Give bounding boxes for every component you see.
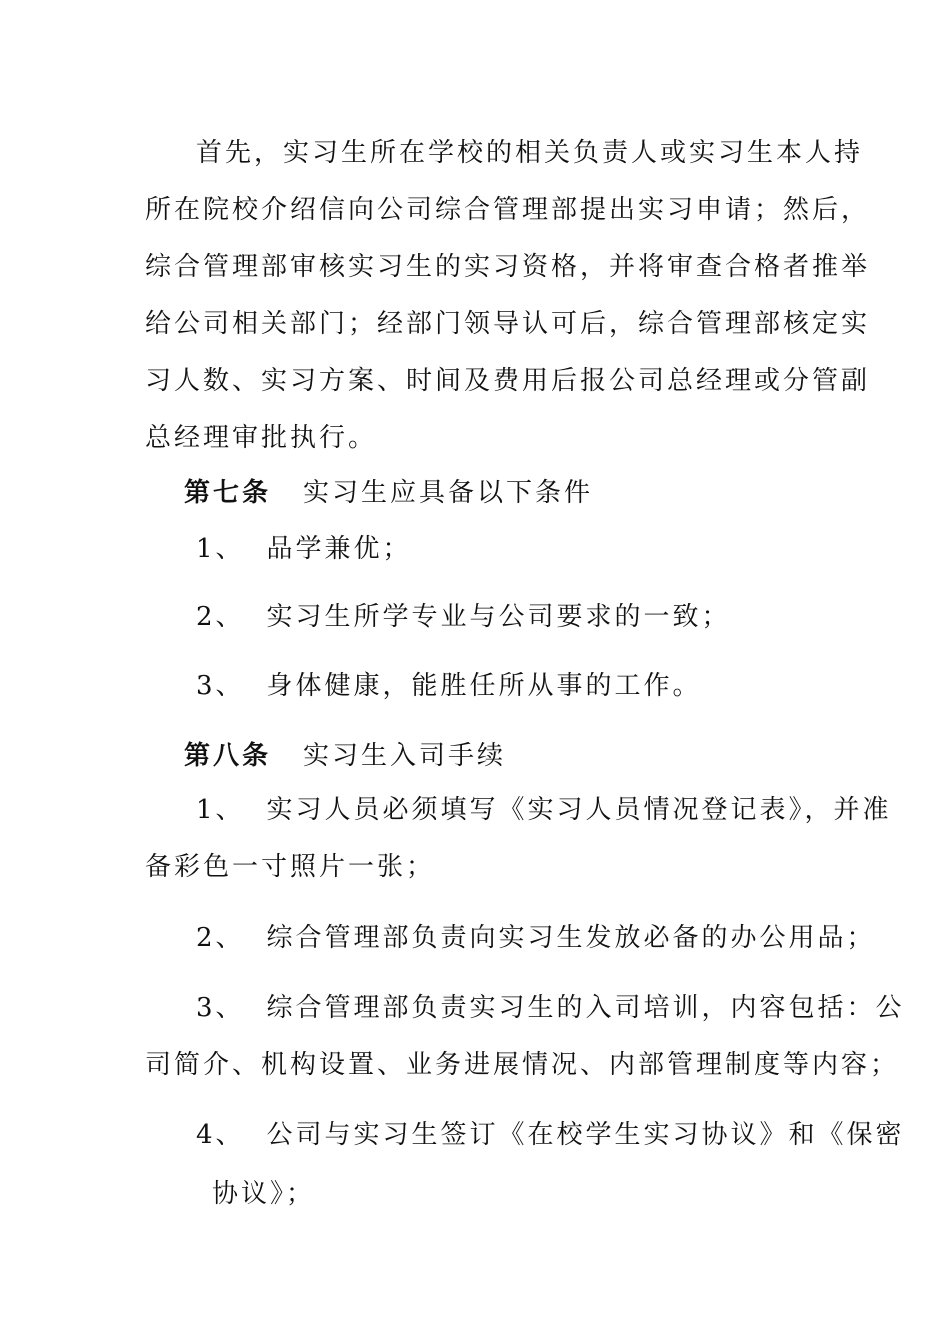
list-text: 公司与实习生签订《在校学生实习协议》和《保密 [266, 1120, 905, 1150]
intro-line-1: 首先，实习生所在学校的相关负责人或实习生本人持 [196, 138, 864, 168]
article7-heading [184, 477, 593, 509]
article8-item-4-line-2: 协议》； [212, 1179, 316, 1209]
article7-item-2 [196, 601, 731, 633]
article8-item-2 [196, 922, 876, 954]
article8-heading [184, 740, 506, 772]
list-number: 4、 [196, 1120, 245, 1150]
list-text: 身体健康，能胜任所从事的工作。 [266, 671, 702, 701]
article8-label: 第八条 [184, 741, 272, 771]
list-text: 品学兼优； [266, 534, 412, 564]
intro-line-6: 总经理审批执行。 [145, 423, 378, 453]
article7-title: 实习生应具备以下条件 [303, 478, 594, 508]
article7-item-3 [196, 670, 702, 702]
intro-line-4: 给公司相关部门；经部门领导认可后，综合管理部核定实 [145, 309, 871, 339]
list-number: 3、 [196, 671, 245, 701]
list-text: 综合管理部负责向实习生发放必备的办公用品； [266, 923, 876, 953]
intro-line-3: 综合管理部审核实习生的实习资格，并将审查合格者推举 [145, 252, 871, 282]
article8-item-1-line-2: 备彩色一寸照片一张； [145, 852, 436, 882]
article8-item-1-line-1 [196, 794, 892, 826]
article7-label: 第七条 [184, 478, 272, 508]
list-text: 综合管理部负责实习生的入司培训，内容包括：公 [266, 993, 905, 1023]
list-number: 3、 [196, 993, 245, 1023]
list-number: 2、 [196, 602, 245, 632]
intro-line-2: 所在院校介绍信向公司综合管理部提出实习申请；然后， [145, 195, 871, 225]
intro-line-5: 习人数、实习方案、时间及费用后报公司总经理或分管副 [145, 366, 871, 396]
list-number: 1、 [196, 534, 245, 564]
article8-item-3-line-2: 司简介、机构设置、业务进展情况、内部管理制度等内容； [145, 1050, 900, 1080]
article8-title: 实习生入司手续 [303, 741, 507, 771]
list-number: 1、 [196, 795, 245, 825]
article7-item-1 [196, 533, 412, 565]
list-text: 实习人员必须填写《实习人员情况登记表》，并准 [266, 795, 892, 825]
list-text: 实习生所学专业与公司要求的一致； [266, 602, 731, 632]
article8-item-4-line-1 [196, 1119, 905, 1151]
list-number: 2、 [196, 923, 245, 953]
article8-item-3-line-1 [196, 992, 905, 1024]
